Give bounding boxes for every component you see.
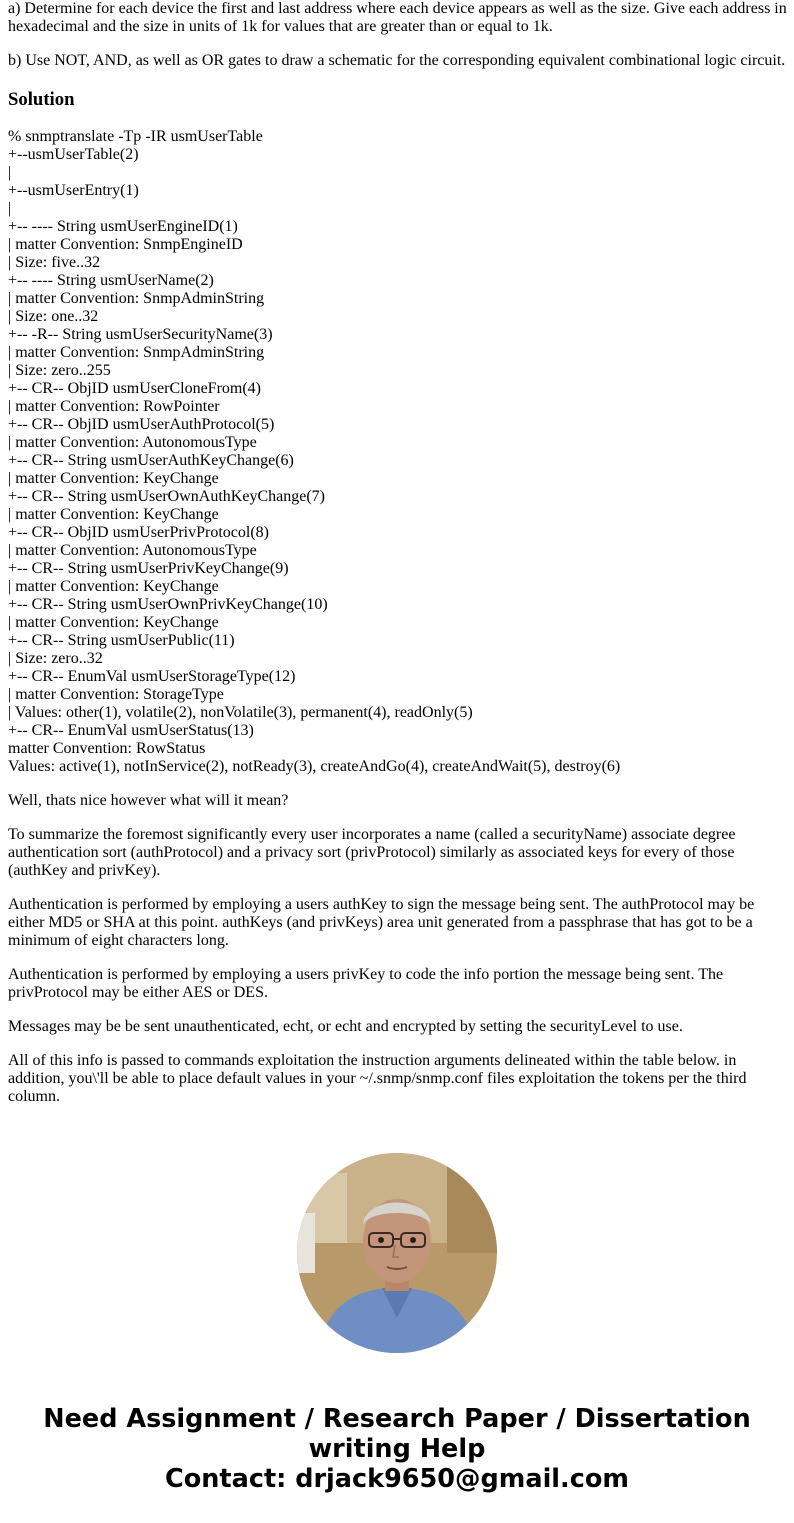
tree-line: Values: active(1), notInService(2), notReady(3), createAndGo(4), createAndWait(5), destroy(6) [8, 758, 621, 775]
tree-line: | matter Convention: KeyChange [8, 614, 219, 631]
question-part-b: b) Use NOT, AND, as well as OR gates to draw a schematic for the corresponding equivalent combinational logic circuit. [8, 52, 786, 69]
tree-line: +-- CR-- String usmUserOwnPrivKeyChange(10) [8, 596, 328, 613]
tree-line: | matter Convention: SnmpAdminString [8, 344, 265, 361]
explanation-paragraph: Authentication is performed by employing a users privKey to code the info portion the message being sent. The privProtocol may be either AES or DES. [8, 966, 724, 1001]
author-photo-icon [297, 1153, 497, 1353]
tree-line: | matter Convention: KeyChange [8, 578, 219, 595]
tree-line: +-- ---- String usmUserName(2) [8, 272, 214, 289]
tree-line: +-- CR-- EnumVal usmUserStorageType(12) [8, 668, 296, 685]
tree-line: +-- CR-- String usmUserOwnAuthKeyChange(7) [8, 488, 325, 505]
document-body [8, 0, 788, 1105]
explanation-paragraph: Messages may be be sent unauthenticated, echt, or echt and encrypted by setting the securityLevel to use. [8, 1018, 683, 1035]
tree-line: | [8, 164, 12, 181]
explanation-paragraph: Well, thats nice however what will it mean? [8, 792, 289, 809]
tree-line: +-- CR-- ObjID usmUserAuthProtocol(5) [8, 416, 275, 433]
tree-line: | matter Convention: SnmpEngineID [8, 236, 243, 253]
explanation-paragraph: Authentication is performed by employing a users authKey to sign the message being sent. The authProtocol may be either MD5 or SHA at this point. authKeys (and privKeys) area unit generated from a passphrase that has got to be a minimum of eight characters long. [8, 896, 755, 949]
tree-line: +-- -R-- String usmUserSecurityName(3) [8, 326, 273, 343]
tree-line: | Size: five..32 [8, 254, 101, 271]
tree-line: +-- CR-- ObjID usmUserCloneFrom(4) [8, 380, 261, 397]
tree-line: +--usmUserTable(2) [8, 146, 139, 163]
promo-banner-line1: Need Assignment / Research Paper / Dissertation writing Help [43, 1404, 751, 1464]
tree-line: | Values: other(1), volatile(2), nonVolatile(3), permanent(4), readOnly(5) [8, 704, 473, 721]
explanation-paragraphs [8, 792, 788, 1122]
tree-line: % snmptranslate -Tp -IR usmUserTable [8, 128, 263, 145]
tree-line: +-- ---- String usmUserEngineID(1) [8, 218, 238, 235]
promo-banner-contact: Contact: drjack9650@gmail.com [165, 1464, 629, 1494]
tree-line: +-- CR-- String usmUserAuthKeyChange(6) [8, 452, 294, 469]
tree-line: +-- CR-- String usmUserPrivKeyChange(9) [8, 560, 289, 577]
author-avatar [297, 1153, 497, 1353]
tree-line: | matter Convention: AutonomousType [8, 542, 257, 559]
tree-line: | matter Convention: KeyChange [8, 470, 219, 487]
explanation-paragraph: All of this info is passed to commands exploitation the instruction arguments delineated within the table below. in addition, you\'ll be able to place default values in your ~/.snmp/snmp.conf files exploitation the tokens per the third column. [8, 1052, 747, 1105]
tree-line: +-- CR-- String usmUserPublic(11) [8, 632, 235, 649]
solution-heading: Solution [8, 89, 75, 110]
tree-line: | Size: zero..255 [8, 362, 111, 379]
tree-line: | Size: zero..32 [8, 650, 103, 667]
question-part-a: a) Determine for each device the first and last address where each device appears as well as the size. Give each address in hexadecimal and the size in units of 1k for values that are greater than or equal to 1k. [8, 0, 787, 35]
tree-line: | [8, 200, 12, 217]
tree-line: | matter Convention: AutonomousType [8, 434, 257, 451]
tree-line: +-- CR-- EnumVal usmUserStatus(13) [8, 722, 254, 739]
tree-line: | matter Convention: KeyChange [8, 506, 219, 523]
explanation-paragraph: To summarize the foremost significantly every user incorporates a name (called a securityName) associate degree authentication sort (authProtocol) and a privacy sort (privProtocol) similarly as associated keys for every of those (authKey and privKey). [8, 826, 736, 879]
tree-line: +-- CR-- ObjID usmUserPrivProtocol(8) [8, 524, 269, 541]
tree-line: | matter Convention: StorageType [8, 686, 224, 703]
tree-line: | Size: one..32 [8, 308, 99, 325]
tree-line: | matter Convention: SnmpAdminString [8, 290, 265, 307]
snmp-tree-output [8, 128, 788, 776]
tree-line: +--usmUserEntry(1) [8, 182, 139, 199]
tree-line: | matter Convention: RowPointer [8, 398, 220, 415]
promo-banner [0, 1404, 794, 1494]
tree-line: matter Convention: RowStatus [8, 740, 206, 757]
